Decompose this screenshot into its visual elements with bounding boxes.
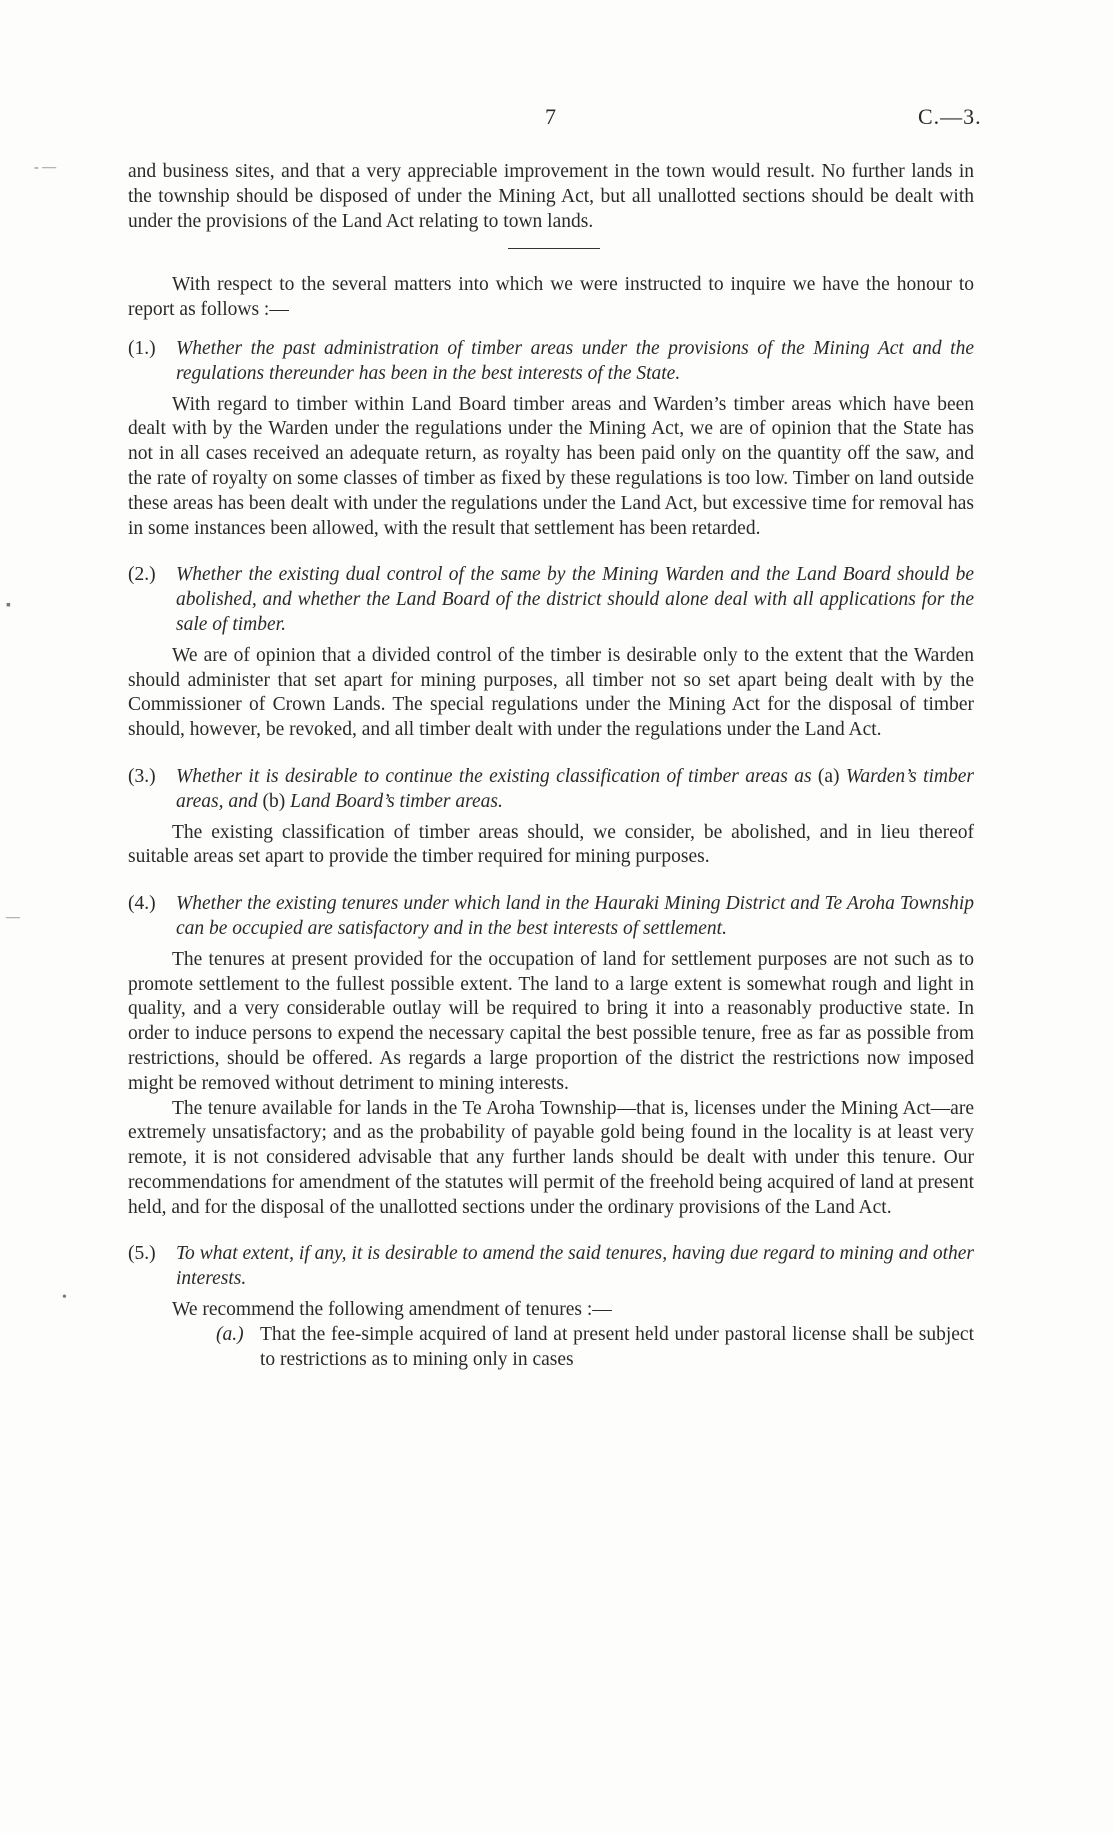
question-number: (1.) (128, 337, 156, 359)
question-text: Whether the past administration of timber areas under the provisions of the Mining Act and the regulations thereunder has been in the best interests of the State. (176, 337, 974, 384)
margin-dash-mark: - — (34, 160, 57, 175)
question-text (176, 765, 974, 815)
question-4 (128, 892, 974, 942)
answer-1: With regard to timber within Land Board timber areas and Warden’s timber areas which have been dealt with by the Warden under the regulations under the Mining Act, we are of opinion that the State has not in all cases received an adequate return, as royalty has been paid only on the quantity off the saw, and the rate of royalty on some classes of timber as fixed by these regulations is too low. Timber on land outside these areas has been dealt with under the regulations under the Land Act, but excessive time for removal has in some instances been allowed, with the result that settlement has been retarded. (128, 393, 974, 539)
document-reference: C.—3. (918, 104, 982, 129)
question-number: (2.) (128, 564, 156, 586)
question-text-part: Land Board’s timber areas. (290, 790, 503, 812)
margin-dot-mark: • (62, 1290, 67, 1305)
page-body (128, 160, 974, 1372)
question-sub-a: (a) (817, 765, 840, 787)
question-number: (3.) (128, 765, 156, 787)
question-3 (128, 765, 974, 815)
question-number: (4.) (128, 893, 156, 915)
page-header (0, 104, 1114, 134)
margin-dash-mark: — (6, 910, 20, 925)
question-number: (5.) (128, 1243, 156, 1265)
paragraph-intro: With respect to the several matters into which we were instructed to inquire we have the honour to report as follows :— (128, 274, 974, 321)
answer-3: The existing classification of timber areas should, we consider, be abolished, and in lieu thereof suitable areas set apart to provide the timber required for mining purposes. (128, 821, 974, 868)
question-sub-b: (b) (262, 790, 286, 812)
recommendation-a (216, 1323, 974, 1373)
question-text: Whether the existing tenures under which land in the Hauraki Mining District and Te Aroha Township can be occupied are satisfactory and in the best interests of settlement. (176, 893, 974, 939)
question-1 (128, 337, 974, 387)
question-2 (128, 563, 974, 637)
margin-dot-mark: ▪ (6, 598, 11, 613)
item-number: (a.) (216, 1323, 244, 1345)
answer-4a: The tenures at present provided for the occupation of land for settlement purposes are not such as to promote settlement to the fullest possible extent. The land to a large extent is somewhat rough and light in quality, and a very considerable outlay will be required to bring it into a reasonably productive state. In order to induce persons to expend the necessary capital the best possible tenure, free as far as possible from restrictions, should be offered. As regards a large proportion of the district the restrictions now imposed might be removed without detriment to mining interests. (128, 948, 974, 1094)
question-text-part: Warden’s timber areas, and (176, 765, 974, 812)
page-number: 7 (545, 104, 556, 129)
answer-4b: The tenure available for lands in the Te Aroha Township—that is, licenses under the Mining Act—are extremely unsatisfactory; and as the probability of payable gold being found in the locality is at least very remote, it is not considered advisable that any further lands should be dealt with under this tenure. Our recommendations for amendment of the statutes will permit of the freehold being acquired of land at present held, and for the disposal of the unallotted sections under the ordinary provisions of the Land Act. (128, 1097, 974, 1218)
question-text: Whether the existing dual control of the same by the Mining Warden and the Land Board should be abolished, and whether the Land Board of the district should alone deal with all applications for the sale of timber. (176, 564, 974, 635)
section-divider (508, 248, 600, 249)
question-5 (128, 1242, 974, 1292)
question-text-part: Whether it is desirable to continue the existing classification of timber areas as (176, 765, 812, 787)
paragraph-continued: and business sites, and that a very appreciable improvement in the town would result. No further lands in the township should be disposed of under the Mining Act, but all unallotted sections should be dealt with under the provisions of the Land Act relating to town lands. (128, 161, 974, 232)
answer-2: We are of opinion that a divided control of the timber is desirable only to the extent that the Warden should administer that set apart for mining purposes, all timber not so set apart being dealt with by the Commissioner of Crown Lands. The special regulations under the Mining Act for the disposal of timber should, however, be revoked, and all timber dealt with under the regulations under the Land Act. (128, 644, 974, 741)
item-text: That the fee-simple acquired of land at present held under pastoral license shall be subject to restrictions as to mining only in cases (260, 1323, 974, 1370)
question-text: To what extent, if any, it is desirable to amend the said tenures, having due regard to mining and other interests. (176, 1243, 974, 1290)
answer-5: We recommend the following amendment of tenures :— (172, 1299, 612, 1321)
